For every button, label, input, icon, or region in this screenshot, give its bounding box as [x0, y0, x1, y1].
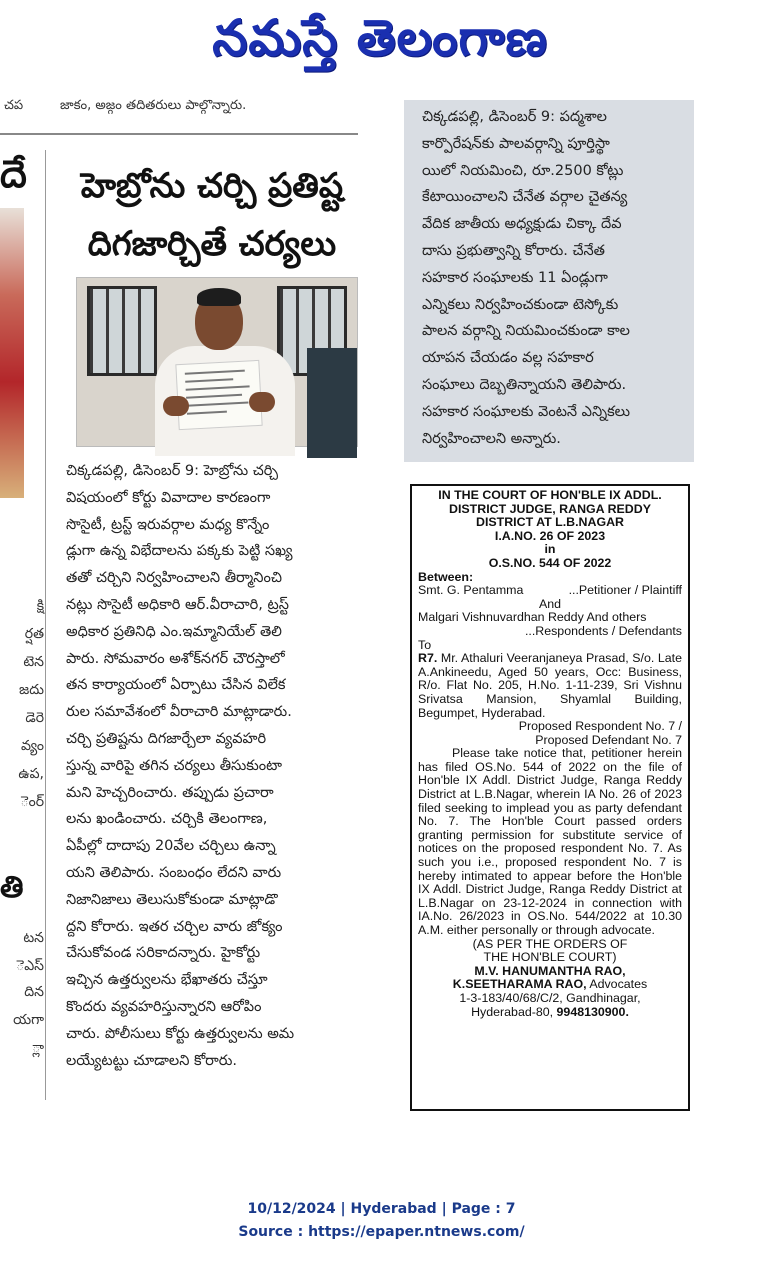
- address-city: Hyderabad-80,: [471, 1004, 557, 1019]
- court-name-line-1: IN THE COURT OF HON'BLE IX ADDL.: [438, 488, 662, 502]
- advocate-1: M.V. HANUMANTHA RAO,: [474, 963, 626, 978]
- left-column-fragment: వ్యం: [20, 738, 44, 754]
- newspaper-logo: నమస్తే తెలంగాణ: [212, 9, 548, 67]
- article-line: లను ఖండించారు. చర్చికి తెలంగాణ,: [66, 811, 268, 828]
- document-line: [186, 401, 248, 406]
- side-article-line: పాలన వర్గాన్ని నియమించకుండా కాల: [422, 323, 630, 340]
- photo-person-hair: [197, 288, 241, 306]
- article-line: ద్దని కోరారు. ఇతర చర్చిల వారు జోక్యం: [66, 918, 283, 935]
- address-line-2: [418, 1006, 682, 1020]
- article-line: చారు. పోలీసులు కోర్టు ఉత్తర్వులను అమ: [66, 1025, 295, 1042]
- order-line-2: THE HON'BLE COURT): [483, 950, 617, 965]
- article-line: డ్లుగా ఉన్న విభేదాలను పక్కకు పెట్టి సఖ్య: [66, 543, 293, 560]
- photo-hand: [249, 392, 275, 412]
- document-line: [185, 378, 233, 383]
- article-line: నిజానిజాలు తెలుసుకోకుండా మాట్లాడొ: [66, 891, 278, 908]
- r7-role-2: Proposed Defendant No. 7: [535, 732, 682, 747]
- r7-role-1: Proposed Respondent No. 7 /: [518, 719, 682, 734]
- side-article-line: దాసు ప్రభుత్వాన్ని కోరారు. చేనేత: [422, 242, 605, 259]
- left-column-photo: [0, 208, 24, 498]
- article-line: మని హెచ్చరించారు. తప్పుడు ప్రచారా: [66, 784, 274, 801]
- article-line: లయ్యేటట్టు చూడాలని కోరారు.: [66, 1052, 237, 1069]
- article-line: చర్చి ప్రతిష్టను దిగజార్చేలా వ్యవహరి: [66, 730, 267, 747]
- left-column-fragment: ్లా: [32, 1040, 44, 1056]
- party-2-role: ...Respondents / Defendants: [524, 623, 682, 638]
- to-label: To: [418, 637, 432, 652]
- left-column-fragment: టన: [23, 930, 44, 946]
- left-column-fragment: ెంర్: [20, 794, 44, 810]
- side-article-line: వేదిక జాతీయ అధ్యక్షుడు చిక్కా దేవ: [422, 216, 622, 233]
- in-word: in: [544, 542, 556, 557]
- left-column-heading: దే: [0, 152, 27, 196]
- article-headline-line-1: హెబ్రోను చర్చి ప్రతిష్ట: [80, 166, 344, 206]
- party-2-name: Malgari Vishnuvardhan Reddy And others: [418, 610, 647, 625]
- article-line: చిక్కడపల్లి, డిసెంబర్ 9: హెబ్రోను చర్చి: [66, 463, 278, 479]
- article-line: నట్లు సొసైటీ అధికారి ఆర్.వీరాచారి, ట్రస్ట్: [66, 596, 289, 613]
- r7-label: R7.: [418, 651, 438, 666]
- phone-number: 9948130900.: [556, 1004, 629, 1019]
- page-footer-source: Source : https://epaper.ntnews.com/: [238, 1224, 525, 1240]
- side-article-line: చిక్కడపల్లి, డిసెంబర్ 9: పద్మశాల: [422, 109, 607, 125]
- address-line-1: 1-3-183/40/68/C/2, Gandhinagar,: [459, 990, 641, 1005]
- party-1-row: [418, 584, 682, 598]
- left-column-fragment: ర్షత: [24, 626, 44, 642]
- left-column-fragment: క్షి: [36, 598, 44, 614]
- left-column-fragment: ఉప,: [18, 766, 44, 782]
- article-line: పారు. సోమవారం అశోక్‌నగర్ చౌరస్తాలో: [66, 650, 285, 667]
- left-column-fragment: జదు: [19, 682, 44, 698]
- r7-text: Mr. Athaluri Veeranjaneya Prasad, S/o. Late A.Ankineedu, Aged 50 years, Occ: Business, R/o. Flat No. 205, H.No. 1-11-239, Sri Vishnu Srivatsa Mansion, Shyamlal Building, Begumpet, Hyderabad.: [418, 651, 682, 720]
- side-article-line: సహకార సంఘాలకు 11 ఏండ్లుగా: [422, 269, 608, 286]
- article-headline-line-2: దిగజార్చితే చర్యలు: [87, 224, 337, 264]
- document-line: [186, 385, 250, 390]
- court-notice: [410, 484, 690, 1111]
- left-column-fragment: దిన: [24, 984, 44, 1000]
- advocate-2: K.SEETHARAMA RAO,: [452, 977, 587, 992]
- court-name-line-3: DISTRICT AT L.B.NAGAR: [476, 515, 624, 530]
- left-column-fragment: డెరె: [25, 710, 44, 726]
- article-line: రుల సమావేశంలో వీరాచారి మాట్లాడారు.: [66, 704, 292, 721]
- side-article-line: యిలో నియమించి, రూ.2500 కోట్లు: [422, 162, 624, 179]
- photo-window: [87, 286, 157, 376]
- left-column-fragment: యగా: [13, 1012, 44, 1028]
- os-number: O.S.NO. 544 OF 2022: [488, 555, 612, 570]
- photo-held-document: [175, 360, 262, 430]
- between-label: Between:: [418, 569, 474, 584]
- advocate-suffix: Advocates: [586, 977, 648, 992]
- section-divider: [0, 133, 358, 135]
- page-footer-date: 10/12/2024 | Hyderabad | Page : 7: [247, 1201, 516, 1217]
- article-line: కొందరు వ్యవహరిస్తున్నారని ఆరోపిం: [66, 998, 262, 1015]
- top-strip-text: జాకం, అజ్గం తదితరులు పాల్గొన్నారు.: [60, 98, 247, 113]
- advocate-2-row: [418, 978, 682, 992]
- article-line: యని తెలిపారు. సంబంధం లేదని వారు: [66, 864, 282, 881]
- side-article-line: కేటాయించాలని చేనేత వర్గాల చైతన్య: [422, 189, 628, 206]
- side-article-line: కార్పొరేషన్‌కు పాలవర్గాన్ని పూర్తిస్థా: [422, 135, 610, 152]
- and-word: And: [538, 596, 562, 611]
- document-line: [187, 411, 227, 415]
- side-article-line: సహకార సంఘాలకు వెంటనే ఎన్నికలు: [422, 403, 630, 420]
- masthead: [0, 0, 763, 80]
- side-article-line: నిర్వహించాలని అన్నారు.: [422, 430, 561, 447]
- court-name-line-2: DISTRICT JUDGE, RANGA REDDY: [449, 501, 651, 516]
- side-article-line: సంఘాలు దెబ్బతిన్నాయని తెలిపారు.: [422, 376, 627, 393]
- photo-chair: [307, 348, 357, 458]
- party-1-name: Smt. G. Pentamma: [418, 583, 524, 598]
- article-line: ఏపీల్లో దాదాపు 20వేల చర్చిలు ఉన్నా: [66, 838, 276, 855]
- respondent-7-address: [418, 652, 682, 720]
- side-article: [404, 100, 694, 462]
- notice-body: Please take notice that, petitioner herein has filed OS.No. 544 of 2022 on the file of Hon'ble IX Addl. District Judge, Ranga Reddy District at L.B.Nagar, wherein IA No. 26 of 2023 filed seeking to implead you as party defendant No. 7. The Hon'ble Court passed orders granting permission for substitute service of notices on the proposed respondent No. 7. As such you i.e., proposed respondent No. 7 is hereby intimated to appear before the Hon'ble IX Addl. District Judge, Ranga Reddy District at L.B.Nagar on 23-12-2024 in connection with IA.No. 26/2023 in OS.No. 544/2022 at 10.30 A.M. either personally or through advocate.: [418, 746, 682, 937]
- article-line: సొసైటీ, ట్రస్ట్ ఇరువర్గాల మధ్య కొన్నేం: [66, 516, 270, 533]
- document-line: [186, 394, 242, 399]
- article-line: ఇచ్చిన ఉత్తర్వులను భేఖాతరు చేస్తూ: [66, 972, 268, 989]
- article-line: విషయంలో కోర్టు వివాదాల కారణంగా: [66, 489, 271, 506]
- article-line: అధికార ప్రతినిధి ఎం.ఇమ్మానియేల్ తెలి: [66, 623, 282, 640]
- document-line: [185, 370, 245, 375]
- article-line: స్తున్న వారిపై తగిన చర్యలు తీసుకుంటా: [66, 757, 283, 774]
- article-photo: [76, 277, 358, 447]
- party-1-role: ...Petitioner / Plaintiff: [568, 583, 682, 598]
- photo-hand: [163, 396, 189, 416]
- left-column-heading-2: తి: [0, 870, 24, 905]
- article-line: తతో చర్చిని నిర్వహించాలని తీర్మానించి: [66, 570, 282, 587]
- column-divider: [45, 150, 46, 1100]
- top-strip-fragment: చప: [4, 98, 24, 113]
- ia-number: I.A.NO. 26 OF 2023: [494, 528, 606, 543]
- article-body: [66, 458, 362, 1074]
- side-article-line: యాపన చేయడం వల్ల సహకార: [422, 350, 594, 367]
- article-line: తన కార్యాయంలో ఏర్పాటు చేసిన విలేక: [66, 677, 286, 694]
- order-line-1: (AS PER THE ORDERS OF: [472, 936, 628, 951]
- side-article-line: ఎన్నికలు నిర్వహించకుండా టెస్కోకు: [422, 296, 619, 313]
- article-line: చేసుకోవండ సరికాదన్నారు. హైకోర్టు: [66, 945, 261, 962]
- left-column-fragment: టెన: [23, 654, 44, 670]
- left-column-fragment: ెఎస్: [16, 958, 44, 974]
